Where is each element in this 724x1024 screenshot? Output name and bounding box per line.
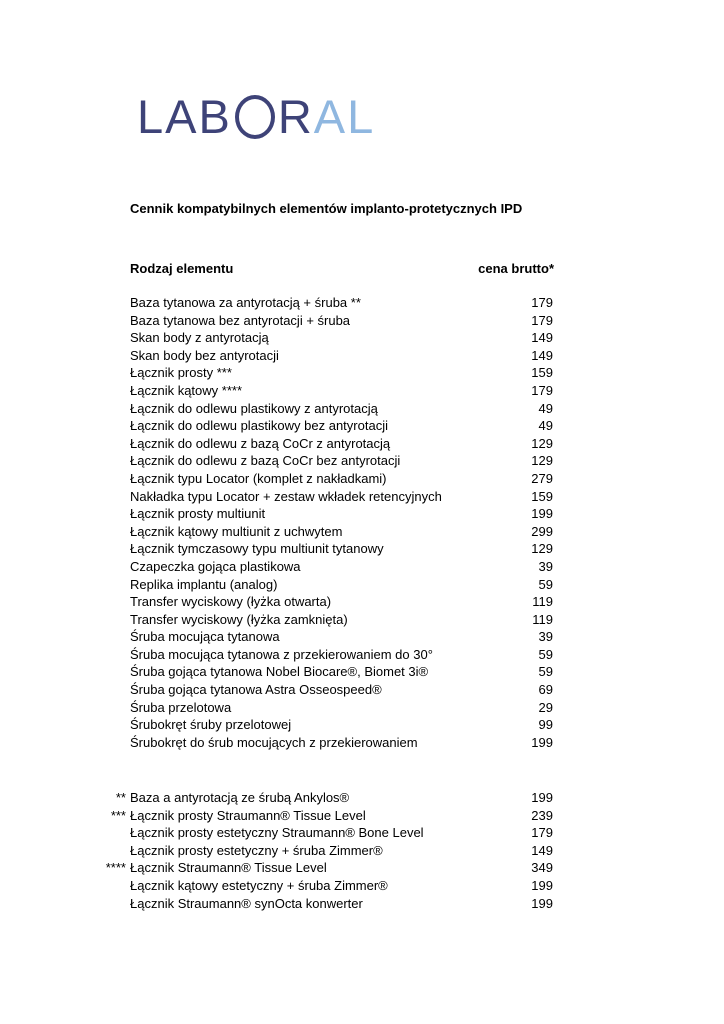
item-name: Łącznik kątowy multiunit z uchwytem — [130, 523, 343, 539]
item-name: Łącznik kątowy estetyczny + śruba Zimmer® — [130, 877, 388, 893]
table-row — [0, 558, 724, 576]
item-name: Łącznik prosty estetyczny Straumann® Bone Level — [130, 825, 424, 841]
item-name: Łącznik prosty multiunit — [130, 506, 266, 522]
footnote-row — [0, 842, 724, 860]
item-name: Śruba mocująca tytanowa z przekierowaniem do 30° — [130, 646, 433, 662]
item-price: 69 — [538, 682, 553, 698]
item-name: Nakładka typu Locator + zestaw wkładek retencyjnych — [130, 488, 442, 504]
table-row — [0, 470, 724, 488]
item-price: 149 — [531, 330, 553, 346]
footnote-mark: **** — [105, 860, 126, 876]
laboral-logo — [137, 90, 376, 143]
item-price: 119 — [532, 611, 553, 627]
item-name: Śruba przelotowa — [130, 699, 232, 715]
table-row — [0, 611, 724, 629]
table-row — [0, 716, 724, 734]
item-price: 99 — [538, 717, 553, 733]
item-price: 199 — [531, 895, 553, 911]
item-name: Baza tytanowa za antyrotacją + śruba ** — [130, 295, 361, 310]
table-row — [0, 646, 724, 664]
item-price: 349 — [531, 860, 553, 876]
item-name: Śrubokręt śruby przelotowej — [130, 717, 292, 733]
column-header-type: Rodzaj elementu — [130, 261, 234, 276]
footnote-row — [0, 807, 724, 825]
item-price: 179 — [531, 382, 553, 398]
item-name: Skan body z antyrotacją — [130, 330, 269, 346]
item-price: 129 — [531, 435, 553, 451]
item-price: 199 — [531, 734, 553, 750]
item-name: Łącznik Straumann® synOcta konwerter — [130, 895, 363, 911]
footnote-row — [0, 824, 724, 842]
item-price: 129 — [531, 541, 553, 557]
item-price: 159 — [531, 488, 553, 504]
item-price: 239 — [531, 807, 553, 823]
item-price: 199 — [531, 506, 553, 522]
table-row — [0, 294, 724, 312]
item-price: 199 — [531, 790, 553, 805]
table-row — [0, 312, 724, 330]
footnote-row — [0, 877, 724, 895]
item-price: 39 — [538, 558, 553, 574]
table-row — [0, 417, 724, 435]
item-name: Skan body bez antyrotacji — [130, 347, 279, 363]
item-price: 49 — [538, 400, 553, 416]
table-row — [0, 540, 724, 558]
logo-ring-icon — [235, 95, 275, 139]
table-row — [0, 505, 724, 523]
table-row — [0, 400, 724, 418]
item-price: 119 — [532, 594, 553, 610]
table-row — [0, 593, 724, 611]
footnote-list — [0, 789, 724, 912]
footnote-row — [0, 859, 724, 877]
table-row — [0, 628, 724, 646]
item-price: 179 — [531, 825, 553, 841]
table-row — [0, 523, 724, 541]
table-row — [0, 435, 724, 453]
item-price: 199 — [531, 877, 553, 893]
item-name: Łącznik prosty estetyczny + śruba Zimmer® — [130, 842, 383, 858]
item-price: 59 — [538, 664, 553, 680]
item-price: 179 — [531, 295, 553, 310]
logo-text-lab: LAB — [137, 90, 232, 143]
item-name: Łącznik kątowy **** — [130, 382, 242, 398]
footnote-mark: *** — [110, 807, 126, 823]
item-price: 279 — [531, 470, 553, 486]
table-row — [0, 452, 724, 470]
item-price: 149 — [531, 842, 553, 858]
page-title: Cennik kompatybilnych elementów implanto-protetycznych IPD — [130, 201, 523, 216]
table-row — [0, 681, 724, 699]
item-price: 179 — [531, 312, 553, 328]
table-row — [0, 734, 724, 752]
item-name: Transfer wyciskowy (łyżka zamknięta) — [130, 611, 348, 627]
item-name: Łącznik Straumann® Tissue Level — [130, 860, 327, 876]
footnote-row — [0, 789, 724, 807]
item-price: 59 — [538, 646, 553, 662]
item-name: Replika implantu (analog) — [130, 576, 278, 592]
table-row — [0, 488, 724, 506]
item-price: 39 — [538, 629, 553, 645]
table-row — [0, 329, 724, 347]
footnote-row — [0, 895, 724, 913]
item-price: 129 — [531, 453, 553, 469]
item-price: 159 — [531, 365, 553, 381]
item-name: Baza a antyrotacją ze śrubą Ankylos® — [130, 790, 350, 805]
item-price: 59 — [538, 576, 553, 592]
table-row — [0, 576, 724, 594]
item-price: 29 — [538, 699, 553, 715]
item-name: Śruba gojąca tytanowa Astra Osseospeed® — [130, 682, 382, 698]
footnote-mark: ** — [115, 790, 126, 805]
logo-text-al: AL — [313, 90, 376, 143]
item-name: Łącznik tymczasowy typu multiunit tytanowy — [130, 541, 384, 557]
item-name: Czapeczka gojąca plastikowa — [130, 558, 301, 574]
table-row — [0, 699, 724, 717]
table-row — [0, 663, 724, 681]
item-name: Łącznik typu Locator (komplet z nakładkami) — [130, 470, 387, 486]
item-price: 149 — [531, 347, 553, 363]
item-name: Śruba mocująca tytanowa — [130, 629, 280, 645]
logo-text-r: R — [277, 90, 314, 143]
item-name: Łącznik do odlewu z bazą CoCr bez antyrotacji — [130, 453, 401, 469]
item-name: Łącznik do odlewu z bazą CoCr z antyrotacją — [130, 435, 391, 451]
item-price: 299 — [531, 523, 553, 539]
item-name: Baza tytanowa bez antyrotacji + śruba — [130, 312, 351, 328]
item-name: Łącznik prosty *** — [130, 365, 232, 381]
item-name: Śrubokręt do śrub mocujących z przekierowaniem — [130, 734, 418, 750]
price-list — [0, 294, 724, 751]
item-name: Transfer wyciskowy (łyżka otwarta) — [130, 594, 332, 610]
table-row — [0, 347, 724, 365]
item-name: Śruba gojąca tytanowa Nobel Biocare®, Biomet 3i® — [130, 664, 429, 680]
item-name: Łącznik prosty Straumann® Tissue Level — [130, 807, 366, 823]
item-name: Łącznik do odlewu plastikowy z antyrotacją — [130, 400, 378, 416]
table-row — [0, 382, 724, 400]
item-name: Łącznik do odlewu plastikowy bez antyrotacji — [130, 418, 388, 434]
table-row — [0, 364, 724, 382]
item-price: 49 — [538, 418, 553, 434]
column-header-price: cena brutto* — [478, 261, 554, 276]
